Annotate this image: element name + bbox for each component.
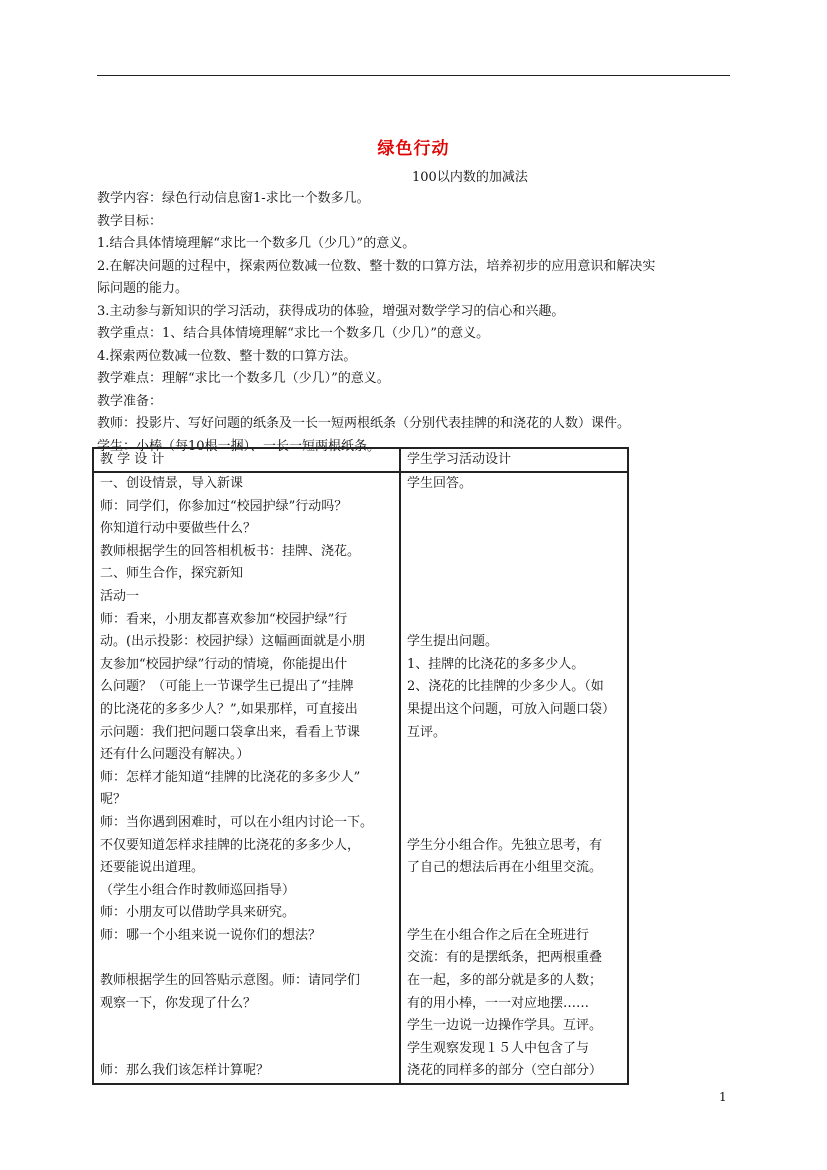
student-activity-line — [407, 812, 627, 835]
intro-line: 教学重点：1、结合具体情境理解“求比一个数多几（少几）”的意义。 — [97, 326, 490, 341]
document-title: 绿色行动 — [377, 139, 450, 159]
teaching-design-line: 呢？ — [100, 792, 127, 808]
page-number: 1 — [719, 1090, 727, 1104]
teaching-design-line: 一、创设情景，导入新课 — [100, 476, 244, 491]
teaching-design-line: 师：怎样才能知道“挂牌的比浇花的多多少人” — [100, 769, 361, 785]
header-student-activity: 学生学习活动设计 — [400, 448, 628, 472]
teaching-design-line: 不仅要知道怎样求挂牌的比浇花的多多少人， — [100, 837, 361, 853]
student-activity-line — [407, 902, 627, 925]
teaching-design-line: （学生小组合作时教师巡回指导） — [100, 882, 296, 898]
student-activity-line — [407, 880, 627, 903]
table-row — [93, 472, 628, 1084]
teaching-design-line: 教师根据学生的回答相机板书：挂牌、浇花。 — [100, 543, 361, 559]
teaching-design-line — [100, 1038, 399, 1061]
student-activity-line — [407, 496, 627, 519]
intro-line: 教学目标： — [97, 213, 163, 229]
teaching-design-line: 二、师生合作，探究新知 — [100, 566, 244, 582]
intro-line: 教师：投影片、写好问题的纸条及一长一短两根纸条（分别代表挂牌的和浇花的人数）课件。 — [97, 416, 631, 431]
student-activity-line — [407, 744, 627, 767]
header-teaching-design: 教 学 设 计 — [93, 448, 400, 472]
teaching-design-line: 么问题？（可能上一节课学生已提出了“挂牌 — [100, 679, 354, 695]
student-activity-line — [407, 518, 627, 541]
teaching-design-line: 师：看来，小朋友都喜欢参加“校园护绿”行 — [100, 611, 348, 627]
teaching-design-line: 师：那么我们该怎样计算呢？ — [100, 1063, 270, 1079]
document-subtitle: 100以内数的加减法 — [412, 170, 528, 185]
student-activity-line: 果提出这个问题，可放入问题口袋） — [407, 701, 616, 717]
intro-line: 3.主动参与新知识的学习活动，获得成功的体验，增强对数学学习的信心和兴趣。 — [97, 303, 565, 319]
lesson-plan-table — [92, 447, 629, 1085]
teaching-design-line: 你知道行动中要做些什么？ — [100, 521, 257, 537]
teaching-design-line — [100, 947, 399, 970]
student-activity-line: 学生一边说一边操作学具。互评。 — [407, 1018, 603, 1034]
student-activity-line: 2、浇花的比挂牌的少多少人。（如 — [407, 679, 604, 695]
teaching-design-line: 还要能说出道理。 — [100, 860, 205, 876]
student-activity-line: 浇花的同样多的部分（空白部分） — [407, 1063, 603, 1079]
student-activity-line: 学生分小组合作。先独立思考，有 — [407, 837, 603, 853]
teaching-design-line: 动。(出示投影：校园护绿）这幅画面就是小朋 — [100, 634, 366, 650]
teaching-design-line: 活动一 — [100, 588, 140, 604]
teaching-design-line: 师：小朋友可以借助学具来研究。 — [100, 905, 296, 921]
teaching-design-line: 示问题：我们把问题口袋拿出来，看看上节课 — [100, 724, 361, 740]
student-activity-line — [407, 767, 627, 790]
teaching-design-line: 的比浇花的多多少人？”,如果那样，可直接出 — [100, 701, 358, 717]
student-activity-line: 在一起，多的部分就是多的人数； — [407, 973, 603, 989]
student-activity-line — [407, 563, 627, 586]
intro-line: 教学准备： — [97, 393, 163, 409]
header-rule — [97, 75, 730, 76]
teaching-design-cell — [93, 472, 400, 1084]
intro-line: 教学内容：绿色行动信息窗1-求比一个数多几。 — [97, 191, 370, 206]
student-activity-line: 学生回答。 — [407, 476, 473, 491]
teaching-design-line: 观察一下，你发现了什么？ — [100, 995, 257, 1011]
teaching-design-line: 师：哪一个小组来说一说你们的想法？ — [100, 927, 322, 943]
intro-line: 2.在解决问题的过程中，探索两位数减一位数、整十数的口算方法，培养初步的应用意识和解决实 — [97, 258, 656, 274]
student-activity-line: 交流：有的是摆纸条，把两根重叠 — [407, 950, 603, 966]
intro-line: 教学难点：理解“求比一个数多几（少几）”的意义。 — [97, 371, 390, 386]
student-activity-line: 1、挂牌的比浇花的多多少人。 — [407, 656, 585, 672]
table-header-row — [93, 448, 628, 472]
student-activity-line: 学生观察发现１５人中包含了与 — [407, 1040, 590, 1056]
student-activity-line — [407, 586, 627, 609]
teaching-design-line: 友参加“校园护绿”行动的情境，你能提出什 — [100, 656, 348, 672]
student-activity-line — [407, 541, 627, 564]
teaching-design-line: 教师根据学生的回答贴示意图。师：请同学们 — [100, 973, 361, 989]
intro-line: 学生：小棒（每10根一捆）、一长一短两根纸条。 — [97, 438, 381, 454]
intro-line: 际问题的能力。 — [97, 281, 189, 296]
student-activity-line — [407, 789, 627, 812]
teaching-design-line: 师：同学们，你参加过“校园护绿”行动吗？ — [100, 498, 348, 514]
intro-line: 1.结合具体情境理解“求比一个数多几（少几）”的意义。 — [97, 236, 416, 251]
student-activity-line: 有的用小棒，一一对应地摆…… — [407, 995, 590, 1011]
student-activity-line: 学生在小组合作之后在全班进行 — [407, 927, 590, 943]
student-activity-line: 了自己的想法后再在小组里交流。 — [407, 860, 603, 876]
student-activity-cell — [400, 472, 628, 1084]
teaching-design-line — [100, 1015, 399, 1038]
teaching-design-line: 还有什么问题没有解决。） — [100, 747, 250, 763]
student-activity-line: 互评。 — [407, 724, 447, 740]
teaching-design-line: 师：当你遇到困难时，可以在小组内讨论一下。 — [100, 814, 374, 830]
intro-section — [97, 188, 737, 458]
student-activity-line — [407, 609, 627, 632]
student-activity-line: 学生提出问题。 — [407, 634, 499, 650]
intro-line: 4.探索两位数减一位数、整十数的口算方法。 — [97, 348, 357, 364]
